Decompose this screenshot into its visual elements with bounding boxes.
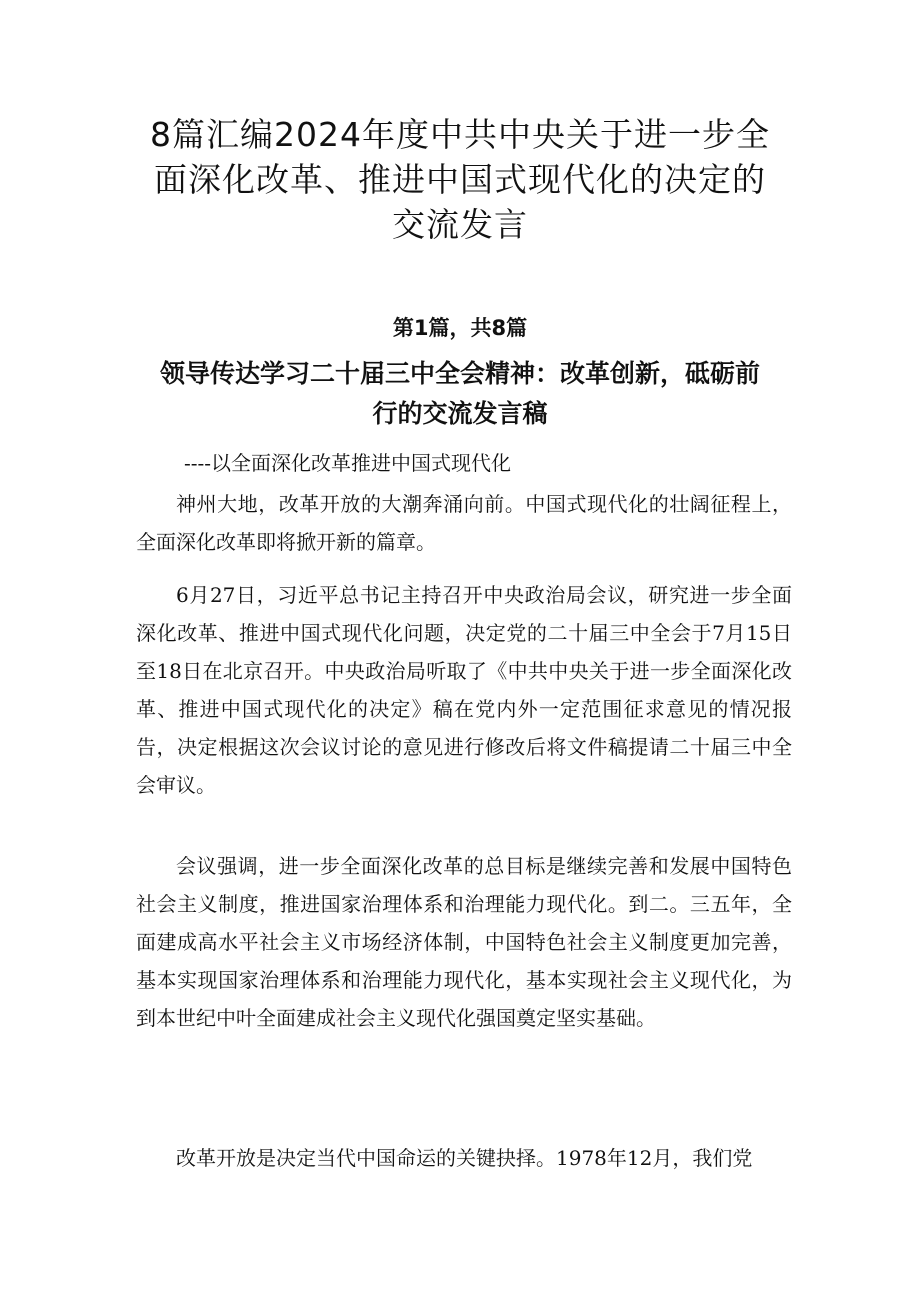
part-label: 第1篇，共8篇 (392, 316, 528, 340)
speech-title: 领导传达学习二十届三中全会精神：改革创新，砥砺前行的交流发言稿 (160, 359, 761, 428)
paragraph-4: 改革开放是决定当代中国命运的关键抉择。1978年12月，我们党 (176, 1146, 753, 1170)
paragraph-1: 神州大地，改革开放的大潮奔涌向前。中国式现代化的壮阔征程上，全面深化改革即将掀开新的篇章。 (136, 492, 792, 554)
paragraph-2: 6月27日，习近平总书记主持召开中央政治局会议，研究进一步全面深化改革、推进中国式现代化问题，决定党的二十届三中全会于7月15日至18日在北京召开。中央政治局听取了《中共中央关于进一步全面深化改革、推进中国式现代化的决定》稿在党内外一定范围征求意见的情况报告，决定根据这次会议讨论的意见进行修改后将文件稿提请二十届三中全会审议。 (136, 583, 792, 797)
paragraph-3: 会议强调，进一步全面深化改革的总目标是继续完善和发展中国特色社会主义制度，推进国家治理体系和治理能力现代化。到二。三五年，全面建成高水平社会主义市场经济体制，中国特色社会主义制度更加完善，基本实现国家治理体系和治理能力现代化，基本实现社会主义现代化，为到本世纪中叶全面建成社会主义现代化强国奠定坚实基础。 (136, 854, 792, 1030)
document-title: 8篇汇编2024年度中共中央关于进一步全面深化改革、推进中国式现代化的决定的交流发言 (150, 115, 770, 244)
speech-subtitle: ----以全面深化改革推进中国式现代化 (184, 451, 512, 475)
